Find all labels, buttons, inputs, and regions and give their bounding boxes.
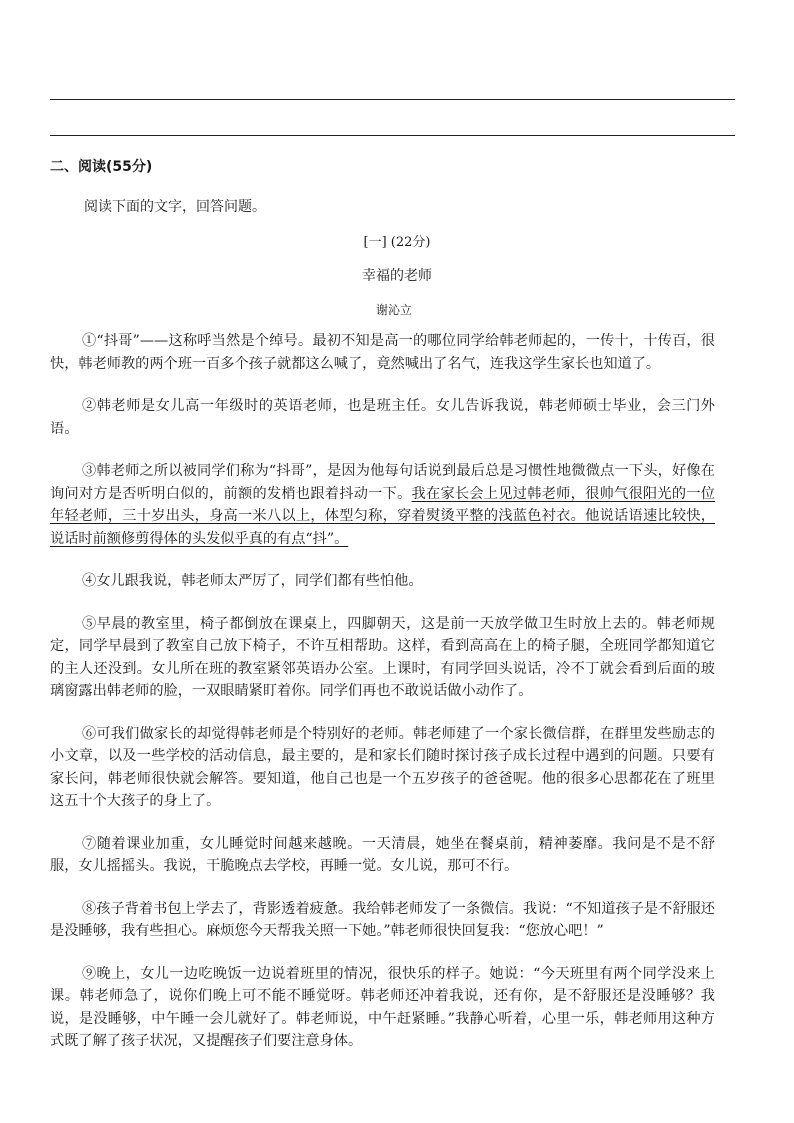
paragraph-2: ②韩老师是女儿高一年级时的英语老师，也是班主任。女儿告诉我说，韩老师硕士毕业，会三门外语。 <box>50 398 715 437</box>
paragraph-6: ⑥可我们做家长的却觉得韩老师是个特别好的老师。韩老师建了一个家长微信群，在群里发些励志的小文章，以及一些学校的活动信息，最主要的，是和家长们随时探讨孩子成长过程中遇到的问题。只要有家长问，韩老师很快就会解答。要知道，他自己也是一个五岁孩子的爸爸呢。他的很多心思都花在了班里这五十个大孩子的身上了。 <box>50 725 715 809</box>
paragraph-8: ⑧孩子背着书包上学去了，背影透着疲惫。我给韩老师发了一条微信。我说：“不知道孩子是不舒服还是没睡够，我有些担心。麻烦您今天帮我关照一下她。”韩老师很快回复我：“您放心吧！” <box>50 900 715 939</box>
answer-line-2 <box>50 135 735 136</box>
article-title: 幸福的老师 <box>362 268 432 284</box>
reading-instruction: 阅读下面的文字，回答问题。 <box>84 199 266 215</box>
section-title: 二、阅读(55分) <box>50 159 153 175</box>
paragraph-9: ⑨晚上，女儿一边吃晚饭一边说着班里的情况，很快乐的样子。她说：“今天班里有两个同学没来上课。韩老师急了，说你们晚上可不能不睡觉呀。韩老师还冲着我说，还有你，是不舒服还是没睡够？我说，是没睡够，中午睡一会儿就好了。韩老师说，中午赶紧睡。”我静心听着，心里一乐，韩老师用这种方式既了解了孩子状况，又提醒孩子们要注意身体。 <box>50 965 715 1049</box>
underlined-passage: 我在家长会上见过韩老师，很帅气很阳光的一位年轻老师，三十岁出头，身高一米八以上，体型匀称，穿着熨烫平整的浅蓝色衬衣。他说话语速比较快，说话时前额修剪得体的头发似乎真的有点“抖”。 <box>50 485 715 547</box>
paragraph-7: ⑦随着课业加重，女儿睡觉时间越来越晚。一天清晨，她坐在餐桌前，精神萎靡。我问是不是不舒服，女儿摇摇头。我说，干脆晚点去学校，再睡一觉。女儿说，那可不行。 <box>50 835 715 874</box>
article-body <box>50 330 715 1073</box>
paragraph-5: ⑤早晨的教室里，椅子都倒放在课桌上，四脚朝天，这是前一天放学做卫生时放上去的。韩老师规定，同学早晨到了教室自己放下椅子，不许互相帮助。这样，看到高高在上的椅子腿，全班同学都知道它的主人还没到。女儿所在班的教室紧邻英语办公室。上课时，有同学回头说话，冷不丁就会看到后面的玻璃窗露出韩老师的脸，一双眼睛紧盯着你。同学们再也不敢说话做小动作了。 <box>50 615 715 699</box>
answer-line-1 <box>50 99 735 100</box>
paragraph-1: ①“抖哥”——这称呼当然是个绰号。最初不知是高一的哪位同学给韩老师起的，一传十，十传百，很快，韩老师教的两个班一百多个孩子就都这么喊了，竟然喊出了名气，连我这学生家长也知道了。 <box>50 333 715 372</box>
part-label: [一] (22分) <box>363 235 431 250</box>
paragraph-4: ④女儿跟我说，韩老师太严厉了，同学们都有些怕他。 <box>82 573 423 589</box>
article-author: 谢沁立 <box>375 303 412 317</box>
paragraph-3: ③韩老师之所以被同学们称为“抖哥”，是因为他每句话说到最后总是习惯性地微微点一下头，好像在询问对方是否听明白似的，前额的发梢也跟着抖动一下。我在家长会上见过韩老师，很帅气很阳光的一位年轻老师，三十岁出头，身高一米八以上，体型匀称，穿着熨烫平整的浅蓝色衬衣。他说话语速比较快，说话时前额修剪得体的头发似乎真的有点“抖”。 <box>50 463 715 547</box>
